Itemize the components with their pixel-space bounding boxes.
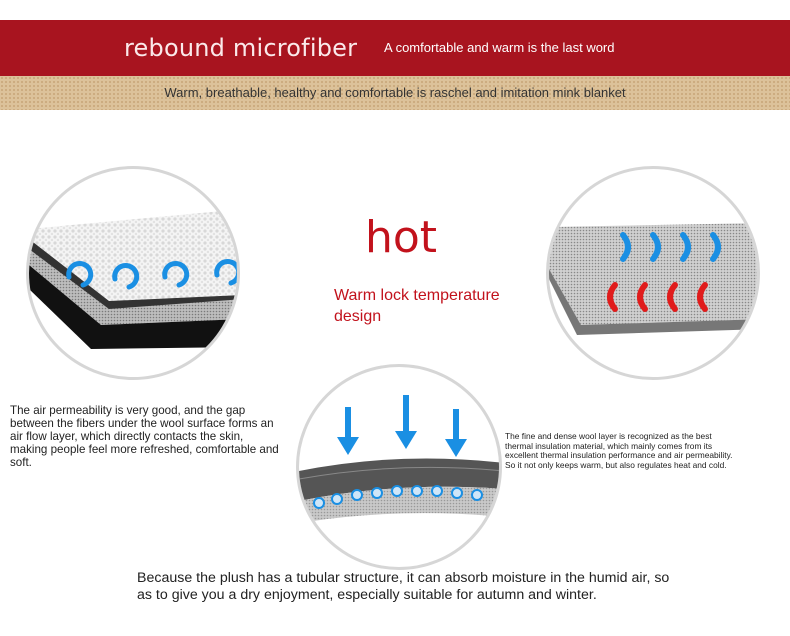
warm-lock-subtitle: Warm lock temperature design	[334, 287, 500, 325]
airflow-description: The air permeability is very good, and the gap between the fibers under the wool surface forms an air flow layer, which directly contacts the skin, making people feel more refreshed, comfortable and soft.	[10, 404, 279, 469]
banner-slogan: A comfortable and warm is the last word	[384, 40, 615, 55]
banner-title: rebound microfiber	[124, 34, 358, 62]
moisture-description: Because the plush has a tubular structure, it can absorb moisture in the humid air, so as to give you a dry enjoyment, especially suitable for autumn and winter.	[137, 570, 670, 603]
tagline-strip	[0, 76, 790, 110]
header-banner	[0, 20, 790, 76]
fabric-airflow-icon	[26, 166, 240, 380]
tagline-text: Warm, breathable, healthy and comfortable is raschel and imitation mink blanket	[164, 85, 626, 100]
thermal-insulation-icon	[546, 166, 760, 380]
thermal-description: The fine and dense wool layer is recognized as the best thermal insulation material, which mainly comes from its excellent thermal insulation performance and air permeability. So it not only keeps warm, but also regulates heat and cold.	[505, 431, 733, 470]
hot-label: hot	[365, 212, 438, 263]
moisture-absorption-icon	[296, 364, 502, 570]
